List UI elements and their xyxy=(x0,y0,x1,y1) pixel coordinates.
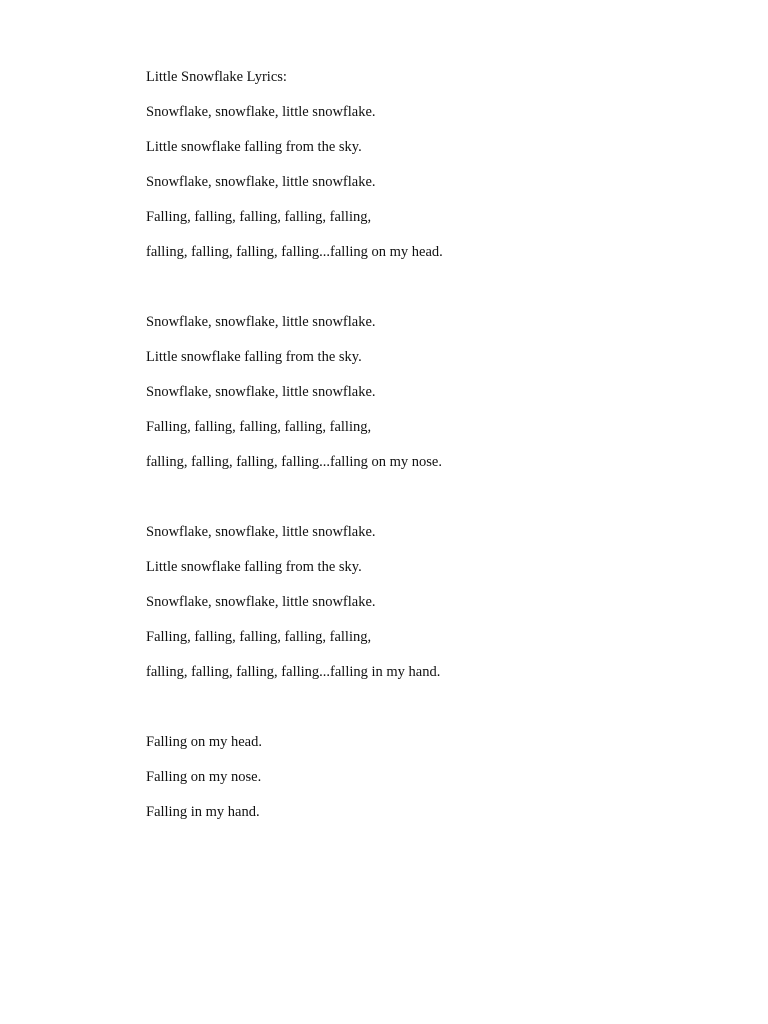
verse-line: Falling, falling, falling, falling, falling, xyxy=(146,209,372,225)
verse-line: Little snowflake falling from the sky. xyxy=(146,559,362,575)
document-title: Little Snowflake Lyrics: xyxy=(146,69,287,85)
verse-line: Falling, falling, falling, falling, falling, xyxy=(146,629,372,645)
verse-spacer xyxy=(146,698,726,733)
verse-line: falling, falling, falling, falling...falling in my hand. xyxy=(146,664,441,680)
verse-line: Falling on my head. xyxy=(146,734,262,750)
verse-line: Snowflake, snowflake, little snowflake. xyxy=(146,384,376,400)
verse-4 xyxy=(146,733,726,838)
verse-line: Snowflake, snowflake, little snowflake. xyxy=(146,524,376,540)
verse-3 xyxy=(146,523,726,698)
verse-line: Snowflake, snowflake, little snowflake. xyxy=(146,314,376,330)
verse-spacer xyxy=(146,488,726,523)
verse-line: Snowflake, snowflake, little snowflake. xyxy=(146,174,376,190)
verse-line: Falling on my nose. xyxy=(146,769,262,785)
verse-spacer xyxy=(146,278,726,313)
verse-line: Snowflake, snowflake, little snowflake. xyxy=(146,104,376,120)
verse-line: falling, falling, falling, falling...falling on my head. xyxy=(146,244,443,260)
verse-line: Little snowflake falling from the sky. xyxy=(146,139,362,155)
verse-line: Falling, falling, falling, falling, falling, xyxy=(146,419,372,435)
verse-line: Falling in my hand. xyxy=(146,804,260,820)
verse-1 xyxy=(146,103,726,278)
verse-line: Little snowflake falling from the sky. xyxy=(146,349,362,365)
verse-line: falling, falling, falling, falling...falling on my nose. xyxy=(146,454,442,470)
lyrics-body xyxy=(146,68,726,838)
verse-2 xyxy=(146,313,726,488)
verse-line: Snowflake, snowflake, little snowflake. xyxy=(146,594,376,610)
